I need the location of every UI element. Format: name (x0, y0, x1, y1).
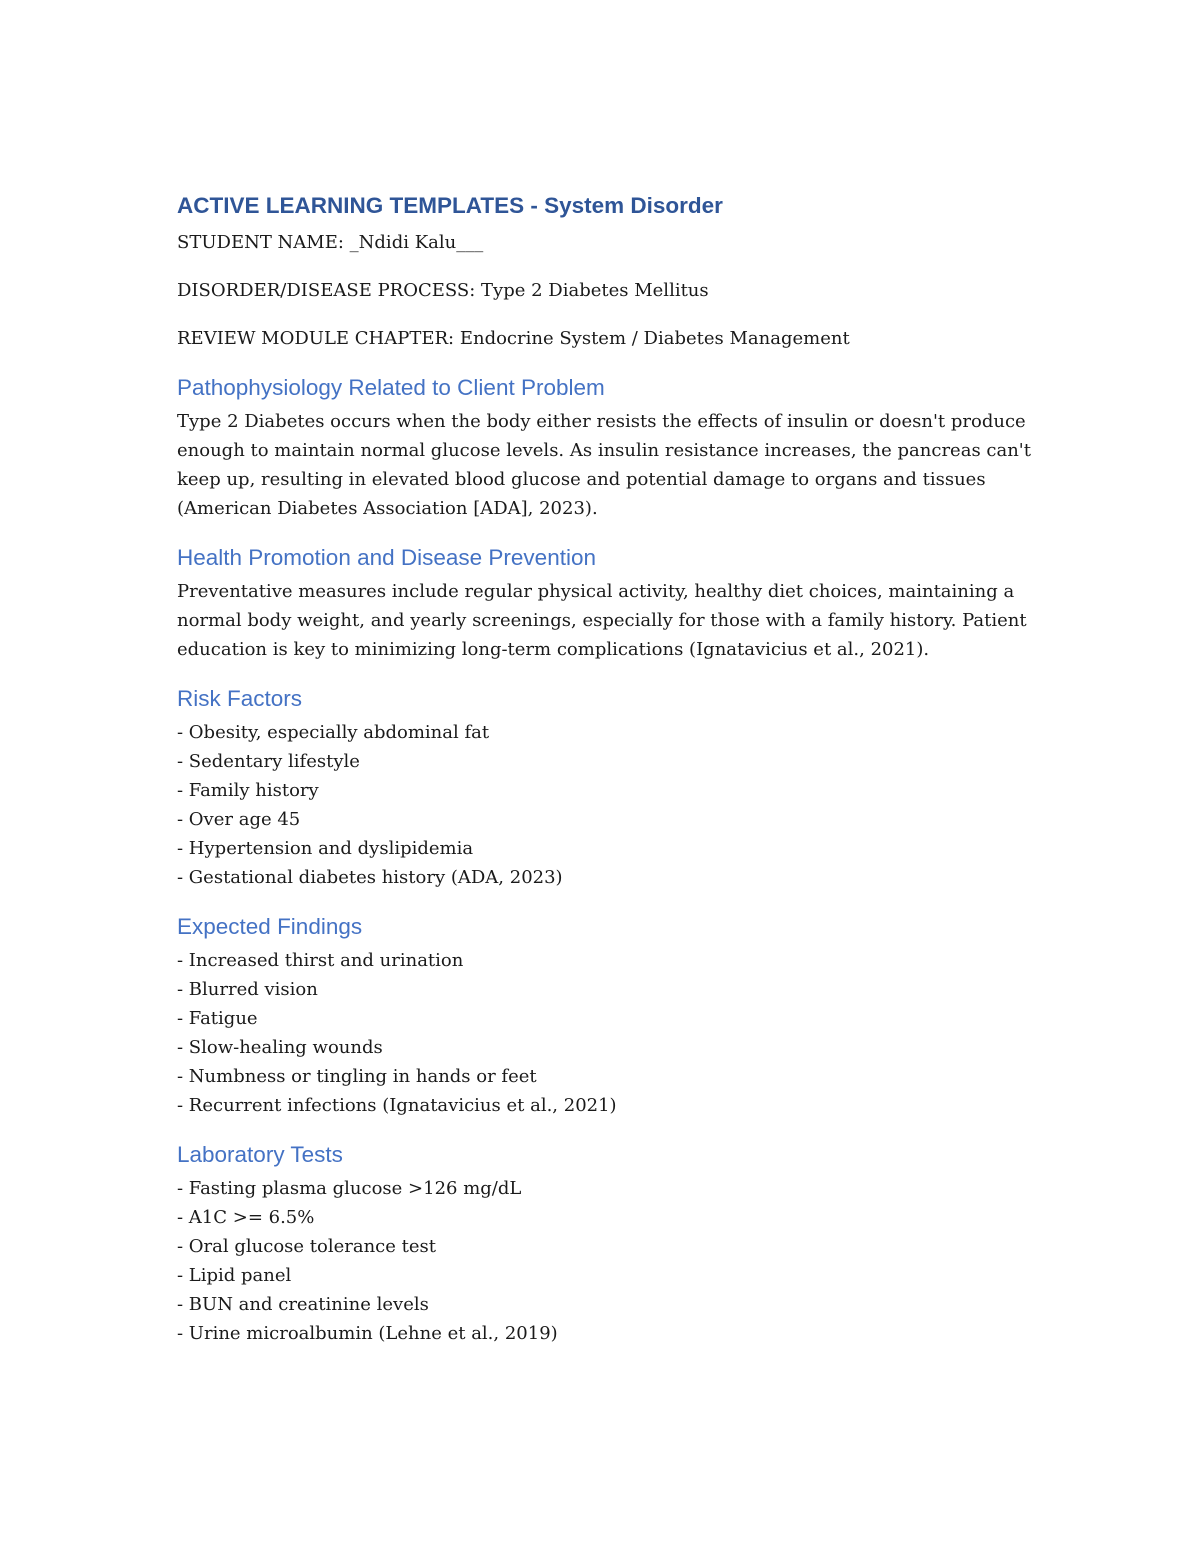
health-promotion-section (177, 542, 1037, 664)
list-item: - Fatigue (177, 1008, 258, 1029)
list-item: - Urine microalbumin (Lehne et al., 2019) (177, 1323, 558, 1344)
list-item: - Fasting plasma glucose >126 mg/dL (177, 1178, 522, 1199)
pathophysiology-section (177, 372, 1037, 523)
list-item: - Blurred vision (177, 979, 318, 1000)
list-item: - Numbness or tingling in hands or feet (177, 1066, 537, 1087)
list-item: - Obesity, especially abdominal fat (177, 722, 490, 743)
laboratory-tests-section (177, 1139, 1037, 1348)
document-body (177, 190, 1037, 1348)
laboratory-tests-list (177, 1174, 1037, 1348)
health-promotion-heading: Health Promotion and Disease Prevention (177, 545, 596, 570)
list-item: - Slow-healing wounds (177, 1037, 383, 1058)
health-promotion-paragraph: Preventative measures include regular physical activity, healthy diet choices, maintaining a normal body weight, and yearly screenings, especially for those with a family history. Patient education is key to minimizing long-term complications (Ignatavicius et al., 2021). (177, 581, 1027, 660)
list-item: - Increased thirst and urination (177, 950, 464, 971)
list-item: - BUN and creatinine levels (177, 1294, 429, 1315)
pathophysiology-paragraph: Type 2 Diabetes occurs when the body either resists the effects of insulin or doesn't produce enough to maintain normal glucose levels. As insulin resistance increases, the pancreas can't keep up, resulting in elevated blood glucose and potential damage to organs and tissues (American Diabetes Association [ADA], 2023). (177, 411, 1031, 519)
risk-factors-heading: Risk Factors (177, 686, 303, 711)
expected-findings-list (177, 946, 1037, 1120)
student-name-line: STUDENT NAME: _Ndidi Kalu___ (177, 232, 484, 253)
list-item: - Family history (177, 780, 319, 801)
disorder-line: DISORDER/DISEASE PROCESS: Type 2 Diabetes Mellitus (177, 280, 709, 301)
list-item: - Recurrent infections (Ignatavicius et al., 2021) (177, 1095, 617, 1116)
document-title: ACTIVE LEARNING TEMPLATES - System Disorder (177, 193, 723, 218)
list-item: - Lipid panel (177, 1265, 292, 1286)
list-item: - Oral glucose tolerance test (177, 1236, 436, 1257)
expected-findings-section (177, 911, 1037, 1120)
pathophysiology-heading: Pathophysiology Related to Client Problem (177, 375, 605, 400)
list-item: - Hypertension and dyslipidemia (177, 838, 474, 859)
list-item: - Sedentary lifestyle (177, 751, 360, 772)
list-item: - Over age 45 (177, 809, 301, 830)
risk-factors-list (177, 718, 1037, 892)
list-item: - A1C >= 6.5% (177, 1207, 315, 1228)
risk-factors-section (177, 683, 1037, 892)
list-item: - Gestational diabetes history (ADA, 2023) (177, 867, 563, 888)
laboratory-tests-heading: Laboratory Tests (177, 1142, 343, 1167)
expected-findings-heading: Expected Findings (177, 914, 363, 939)
review-module-chapter-line: REVIEW MODULE CHAPTER: Endocrine System / Diabetes Management (177, 328, 850, 349)
